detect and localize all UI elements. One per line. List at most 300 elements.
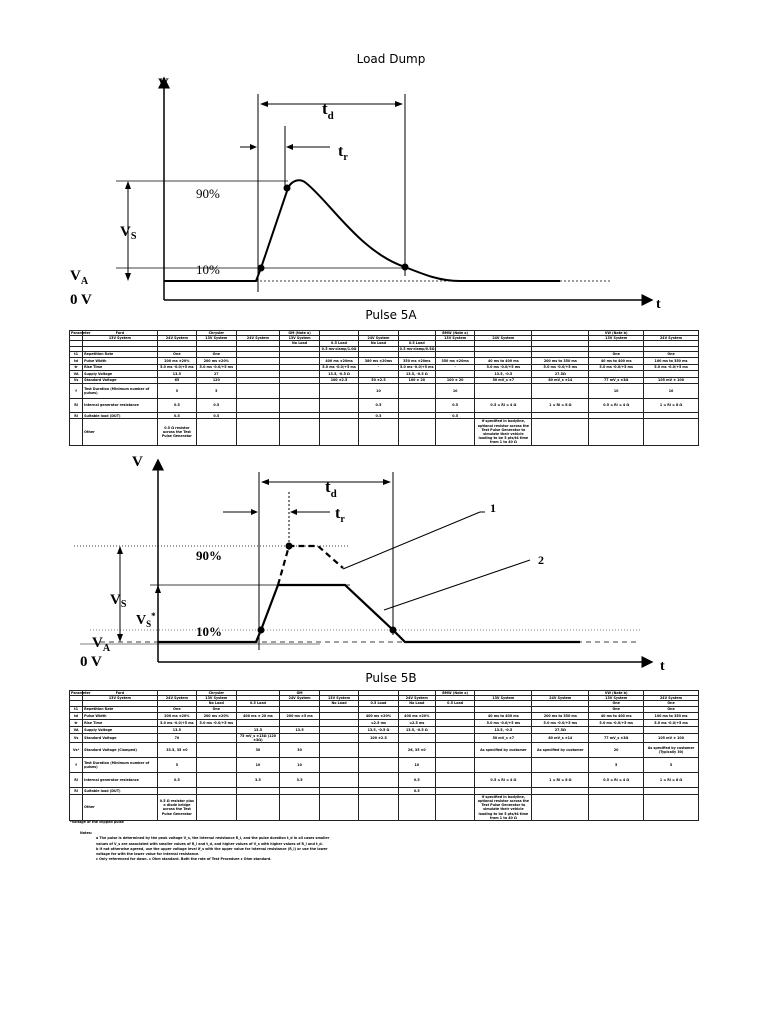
table-header-cell: 13V System [280,336,319,341]
table-cell: 13.5, -0.5 Ω [359,727,398,734]
table-cell: 80 mV_s ±14 [532,377,589,384]
table-cell [435,743,474,758]
table-row [70,384,699,398]
table-cell: 27.5Ω [532,371,589,378]
table-row [70,713,699,720]
label-10pct: 10% [196,262,220,277]
table-header-cell: 0.5 Load [435,701,474,706]
table-cell: If specified in bodyline, optional resistor across the Test Pulse Generator to simulate their vehicle loading to be 5 pts/t4 time from 1 to 40 Ω [475,419,532,445]
table-row [70,743,699,758]
table-cell [475,706,532,713]
table-cell [236,706,280,713]
table-cell: 200 ms ±5 ms [280,713,319,720]
table-cell: 105 mV ± 100 [644,733,699,742]
table-cell: td [70,358,83,365]
table-header-cell: 24V System [157,696,196,701]
table-cell [435,706,474,713]
note-b: b If not otherwise agreed, use the upper voltage level if_s with the upper value for internal resistance (R_i) or use the lower voltage for with the lower value for internal resistance. [96,846,328,857]
table-cell [435,773,474,788]
table-cell: 0.5 [435,412,474,419]
table-cell: ≤2.5 ms [398,720,435,727]
table-cell: 5.0 ms -0.0/+5 ms [157,364,196,371]
table-header-cell: No Load [359,341,398,346]
table-cell [236,384,280,398]
table-cell [644,727,699,734]
table-cell [319,743,358,758]
table-cell: 0.5 ≤ Ri ≤ 4 Ω [589,773,644,788]
td-label: $t_d$ [322,99,334,122]
table-cell [359,758,398,773]
table-cell [280,706,319,713]
table-header-cell: GM (Note a) [280,331,319,336]
caption-pulse-5a: Pulse 5A [365,308,417,322]
table-cell: t1 [70,351,83,358]
table-cell: 0.5 [157,773,196,788]
table-cell [644,794,699,820]
table-cell [319,706,358,713]
table-header-cell: 24V System [398,696,435,701]
table-header-cell: Ford [83,691,158,696]
table-cell: 120 [197,377,236,384]
table-cell: 40 ms to 400 ms [475,713,532,720]
pulse-5b-spec-table [69,690,699,821]
table-header-cell: 13V System [589,696,644,701]
table-cell [319,758,358,773]
table-cell: 5 [197,384,236,398]
table-cell: 0.5 [197,412,236,419]
table-cell: Test Duration (Minimum number of pulses) [83,384,158,398]
table-header-cell: VW (Note b) [589,691,644,696]
table-cell [236,794,280,820]
table-cell: 50 ±2.5 [359,377,398,384]
table-header-cell: 24V System [644,336,699,341]
table-cell: 400 ms ±20% [398,713,435,720]
table-cell: 3.5 [280,773,319,788]
table-cell: As specified by customer [532,743,589,758]
table-cell [398,384,435,398]
table-cell [398,706,435,713]
table-cell: VA [70,371,83,378]
table-cell: 5.0 ms -0.0/+5 ms [532,720,589,727]
table-cell: As specified by customer (Typically 30) [644,743,699,758]
table-cell: 1 ≤ Ri ≤ 8 Ω [532,773,589,788]
table-cell: 100 ± 20 [435,377,474,384]
table-header-cell: One [644,701,699,706]
table-cell: 13.5 [236,727,280,734]
table-cell [475,758,532,773]
table-cell: 50 mV_s ±7 [475,733,532,742]
table-cell: 200 ms to 350 ms [532,713,589,720]
table-cell: 100 ms to 350 ms [644,358,699,365]
table-cell [435,713,474,720]
table-cell: 5.0 ms -0.0/+5 ms [157,720,196,727]
table-header-cell: BMW (Note a) [435,691,474,696]
table-cell: 5.0 ms -0.0/+5 ms [644,720,699,727]
table-cell: 5.0 ms -0.0/+5 ms [319,364,358,371]
table-row [70,794,699,820]
table-header-cell: No Load [197,701,236,706]
table-header-cell: One [589,701,644,706]
table-cell [280,788,319,795]
table-cell: 27 [197,371,236,378]
table-header-cell: Chrysler [197,331,236,336]
table-cell [398,733,435,742]
table-cell: 1 ≤ Ri ≤ 8 Ω [644,398,699,412]
table-cell [435,794,474,820]
table-header-cell: 24V System [236,336,280,341]
v-axis-label: V [132,454,143,470]
table-cell [532,758,589,773]
pulse-5b-diagram [60,440,700,680]
table-cell [197,733,236,742]
table-header-cell: No Load [280,341,319,346]
table-cell: ≤2.5 ms [359,720,398,727]
table-cell: 1 ≤ Ri ≤ 8 Ω [644,773,699,788]
va-label: $V_A$ [70,268,89,287]
table-header-cell: 24V System [359,336,398,341]
pulse-5a-curve [164,180,560,281]
label-10pct: 10% [196,624,222,639]
table-cell: 30 [280,743,319,758]
table-header-cell: 0.5 Load [359,701,398,706]
table-cell: 13.5, -0.5 [475,727,532,734]
table-header-cell: No Load [398,701,435,706]
table-cell: 0.5 ≤ Ri ≤ 4 Ω [475,773,532,788]
notes-block [70,820,340,862]
table-header-cell: 13V System [83,336,158,341]
table-cell: 0.5 [398,788,435,795]
table-cell [319,773,358,788]
label-90pct: 90% [196,186,220,201]
table-header-cell: GM [280,691,319,696]
table-cell: 40 ms to 400 ms [589,713,644,720]
tr-label: $t_r$ [335,505,345,525]
pulse-5a-diagram [60,62,700,312]
table-row [70,706,699,713]
table-cell: Standard Voltage [83,733,158,742]
table-cell [157,788,196,795]
table-cell: 100 ± 20 [398,377,435,384]
table-cell: Vs [70,377,83,384]
pulse-5b-unclamped-curve [278,546,343,585]
table-cell: 200 ms to 350 ms [532,358,589,365]
table-cell: Ri [70,398,83,412]
table-header-cell: 24V System [644,696,699,701]
notes-heading: Notes: [80,831,93,836]
caption-pulse-5b: Pulse 5B [365,671,417,685]
table-cell: Rise Time [83,364,158,371]
table-cell: 10 [398,758,435,773]
table-header-cell: 24V System [532,696,589,701]
table-cell: 400 ms ±20ms [319,358,358,365]
table-cell: 77 mV_s ±3Ω [589,733,644,742]
table-cell [435,758,474,773]
table-cell: Pulse Width [83,713,158,720]
table-cell: 350 ms ±20ms [435,358,474,365]
vs-label: $V_S$ [110,592,127,610]
table-cell: 100 ms to 350 ms [644,713,699,720]
table-cell: 10 [280,758,319,773]
table-cell [197,743,236,758]
table-row [70,788,699,795]
table-cell [280,733,319,742]
table-header-cell: 13V System [475,696,532,701]
table-cell [236,398,280,412]
table-cell: Supply Voltage [83,371,158,378]
table-cell: One [589,706,644,713]
table-cell [197,773,236,788]
curve-label-1: 1 [490,501,496,515]
table-cell: 0.5 [359,412,398,419]
table-cell: Suitable load (DUT) [83,412,158,419]
table-cell [359,788,398,795]
note-c: c Only referenced for down. c Ohm standard. Both the rate of Test Procedure c Ohm standard. [96,857,272,862]
table-cell: 33.5, 35 ±0 [157,743,196,758]
page-title: Load Dump [356,52,426,66]
table-cell: 5.0 ms -0.0/+5 ms [197,364,236,371]
table-cell: Rise Time [83,720,158,727]
table-cell [319,384,358,398]
table-cell [236,720,280,727]
table-cell: 13.5, -0.5 Ω [319,371,358,378]
table-cell [280,720,319,727]
table-cell [280,398,319,412]
table-cell: 0.5 ≤ Ri ≤ 4 Ω [589,398,644,412]
table-cell: 26, 35 ±0 [398,743,435,758]
table-cell [644,788,699,795]
table-cell: Pulse Width [83,358,158,365]
table-cell [319,720,358,727]
table-cell: 5 [644,758,699,773]
table-cell: 0.5 ≤ Ri ≤ 4 Ω [475,398,532,412]
table-cell: f [70,758,83,773]
table-cell: 40 ms to 400 ms [589,358,644,365]
table-header-cell: 24V System [280,696,319,701]
table-header-cell: 13V System [435,336,474,341]
table-header-cell: 13V System [83,696,158,701]
table-cell: 3.5 [236,773,280,788]
table-cell [280,794,319,820]
table-cell [532,384,589,398]
table-header-cell: 13V System [589,336,644,341]
table-cell [435,788,474,795]
t-axis-label: t [660,659,665,674]
table-cell [532,788,589,795]
table-cell: 0.5 Ω resistor across the Test Pulse Generator [157,419,196,445]
table-cell [398,794,435,820]
table-cell: 400 ms ± 20 ms [236,713,280,720]
table-cell: One [644,351,699,358]
table-cell [359,743,398,758]
table-cell: 5.0 ms -0.0/+5 ms [197,720,236,727]
table-cell [475,788,532,795]
pulse-5a-spec-table [69,330,699,446]
table-cell: 5.0 ms -0.0/+5 ms [589,720,644,727]
table-cell [197,788,236,795]
table-cell: As specified by customer [475,743,532,758]
table-cell: One [589,351,644,358]
table-cell: Repetition Rate [83,351,158,358]
table-cell [280,384,319,398]
table-cell: Rl [70,788,83,795]
table-cell: Internal generator resistance [83,398,158,412]
table-cell: 20 [589,743,644,758]
table-cell: Vs* [70,743,83,758]
label-90pct: 90% [196,548,222,563]
table-cell [532,706,589,713]
table-header-cell: No Load [319,701,358,706]
table-cell: 5.0 ms -0.0/+5 ms [475,364,532,371]
table-header-cell: Parameter [71,691,91,695]
table-cell: Other [83,419,158,445]
table-cell: 0.5 [197,398,236,412]
table-cell: 13.5 [157,727,196,734]
table-cell [197,794,236,820]
table-cell: 5.0 ms -0.0/+5 ms [589,364,644,371]
table-cell: Standard Voltage (Clamped) [83,743,158,758]
table-cell: tr [70,720,83,727]
table-cell: VA [70,727,83,734]
table-header-cell: Ford [83,331,158,336]
table-cell: 65 [157,377,196,384]
table-cell: 0.5 [435,398,474,412]
note-a: a The pulse is determined by the peak voltage V_s, the internal resistance R_i, and the pulse duration t_d in all cases smaller values of V_s are associated with smaller values of R_i and t_d, and higher values of V_s with higher values of R_i and t_d. [96,836,330,846]
table-cell: Suitable load (DUT) [83,788,158,795]
table-cell [475,384,532,398]
table-header-cell: 0.5 Load [398,341,435,346]
table-cell: 0.5 [157,412,196,419]
va-label: $V_A$ [92,635,111,654]
table-cell [435,733,474,742]
table-cell [589,727,644,734]
table-row [70,720,699,727]
table-header-cell: VW (Note b) [589,331,644,336]
table-cell: 80 mV_s ±14 [532,733,589,742]
table-cell: 13.5, -0.5 Ω [398,727,435,734]
table-cell: 27.5Ω [532,727,589,734]
table-cell: 10 [644,384,699,398]
table-cell: 30 [236,743,280,758]
table-cell [359,773,398,788]
table-cell [236,788,280,795]
table-cell: 5 [157,384,196,398]
table-cell: 350 ms ±20ms [398,358,435,365]
table-cell: 10 [435,384,474,398]
vs-clamped-label: $V_S^*$ [136,611,156,629]
table-cell: 10 [236,758,280,773]
table-cell [435,720,474,727]
table-cell: 10 [589,384,644,398]
table-header-cell: 0.5 ms-clamp/0.5Ω [399,346,435,351]
table-row [70,773,699,788]
table-header-cell: 24V System [475,336,532,341]
table-cell: Standard Voltage [83,377,158,384]
table-cell: 200 ms ±20% [197,358,236,365]
table-cell: 100 ±2.5 [359,733,398,742]
table-cell: Vs [70,733,83,742]
table-cell [70,794,83,820]
table-cell: 5.0 ms -0.0/+5 ms [532,364,589,371]
table-cell: 100 ±2.5 [319,377,358,384]
vs-label: $V_S$ [120,224,137,242]
table-cell: 77 mV_s ±3Ω [589,377,644,384]
table-cell: 13.5 [280,727,319,734]
table-cell [319,398,358,412]
curve-label-2: 2 [538,553,544,567]
table-cell: td [70,713,83,720]
table-cell: 70 [157,733,196,742]
table-cell: 380 ms ±20ms [359,358,398,365]
table-cell: One [157,351,196,358]
table-cell: 5.0 ms -0.0/+5 ms [644,364,699,371]
table-cell: 0.5 Ω resistor plus a diode bridge across the Test Pulse Generator [157,794,196,820]
table-cell: Ri [70,773,83,788]
table-cell: - [359,364,398,371]
table-row [70,727,699,734]
table-cell [589,788,644,795]
td-label: $t_d$ [325,477,337,500]
table-cell: 13.5, -0.5 [475,371,532,378]
table-cell [319,727,358,734]
table-cell: 0.5 [359,398,398,412]
table-cell [319,788,358,795]
table-cell: One [197,706,236,713]
table-header-cell: 13V System [319,696,358,701]
table-header-cell: 0.5 Load [236,701,280,706]
table-cell [589,794,644,820]
table-cell [359,706,398,713]
table-cell: 13.5, -0.5 Ω [398,371,435,378]
table-cell [398,398,435,412]
table-header-cell: Chrysler [197,691,236,696]
table-cell: 10 [359,384,398,398]
table-cell: 5.0 ms -0.0/+5 ms [400,365,434,370]
zero-v-label: 0 V [70,292,92,308]
table-row [70,398,699,412]
table-cell [197,727,236,734]
table-cell [319,733,358,742]
table-header-cell: 13V System [197,696,236,701]
v-axis-label: V [158,76,169,92]
table-cell: - [435,364,474,371]
table-cell: 13.5 [157,371,196,378]
table-cell: 40 ms to 400 ms [475,358,532,365]
table-cell: Other [83,794,158,820]
table-cell: One [157,706,196,713]
note-clipped: *Voltage of the clipped pulse [70,820,124,824]
table-cell: 5 [589,758,644,773]
table-cell: 200 ms ±20% [157,713,196,720]
table-cell: f [70,384,83,398]
table-header-cell: 24V System [157,336,196,341]
table-header-cell: 13V System [197,336,236,341]
table-cell: 50 mV_s ±7 [475,377,532,384]
table-cell: 5 [157,758,196,773]
zero-v-label: 0 V [80,654,102,670]
table-cell [435,727,474,734]
table-cell: 200 ms ±20% [157,358,196,365]
table-header-cell: 0.5 ms-clamp/1.0Ω [319,346,358,351]
table-cell: 105 mV ± 100 [644,377,699,384]
table-row [70,758,699,773]
table-cell: 1 ≤ Ri ≤ 8 Ω [532,398,589,412]
table-cell: 0.5 [398,773,435,788]
table-cell [319,713,358,720]
table-cell: One [197,351,236,358]
table-cell: 0.5 [157,398,196,412]
table-header-cell: 0.5 Load [319,341,358,346]
table-cell: One [644,706,699,713]
